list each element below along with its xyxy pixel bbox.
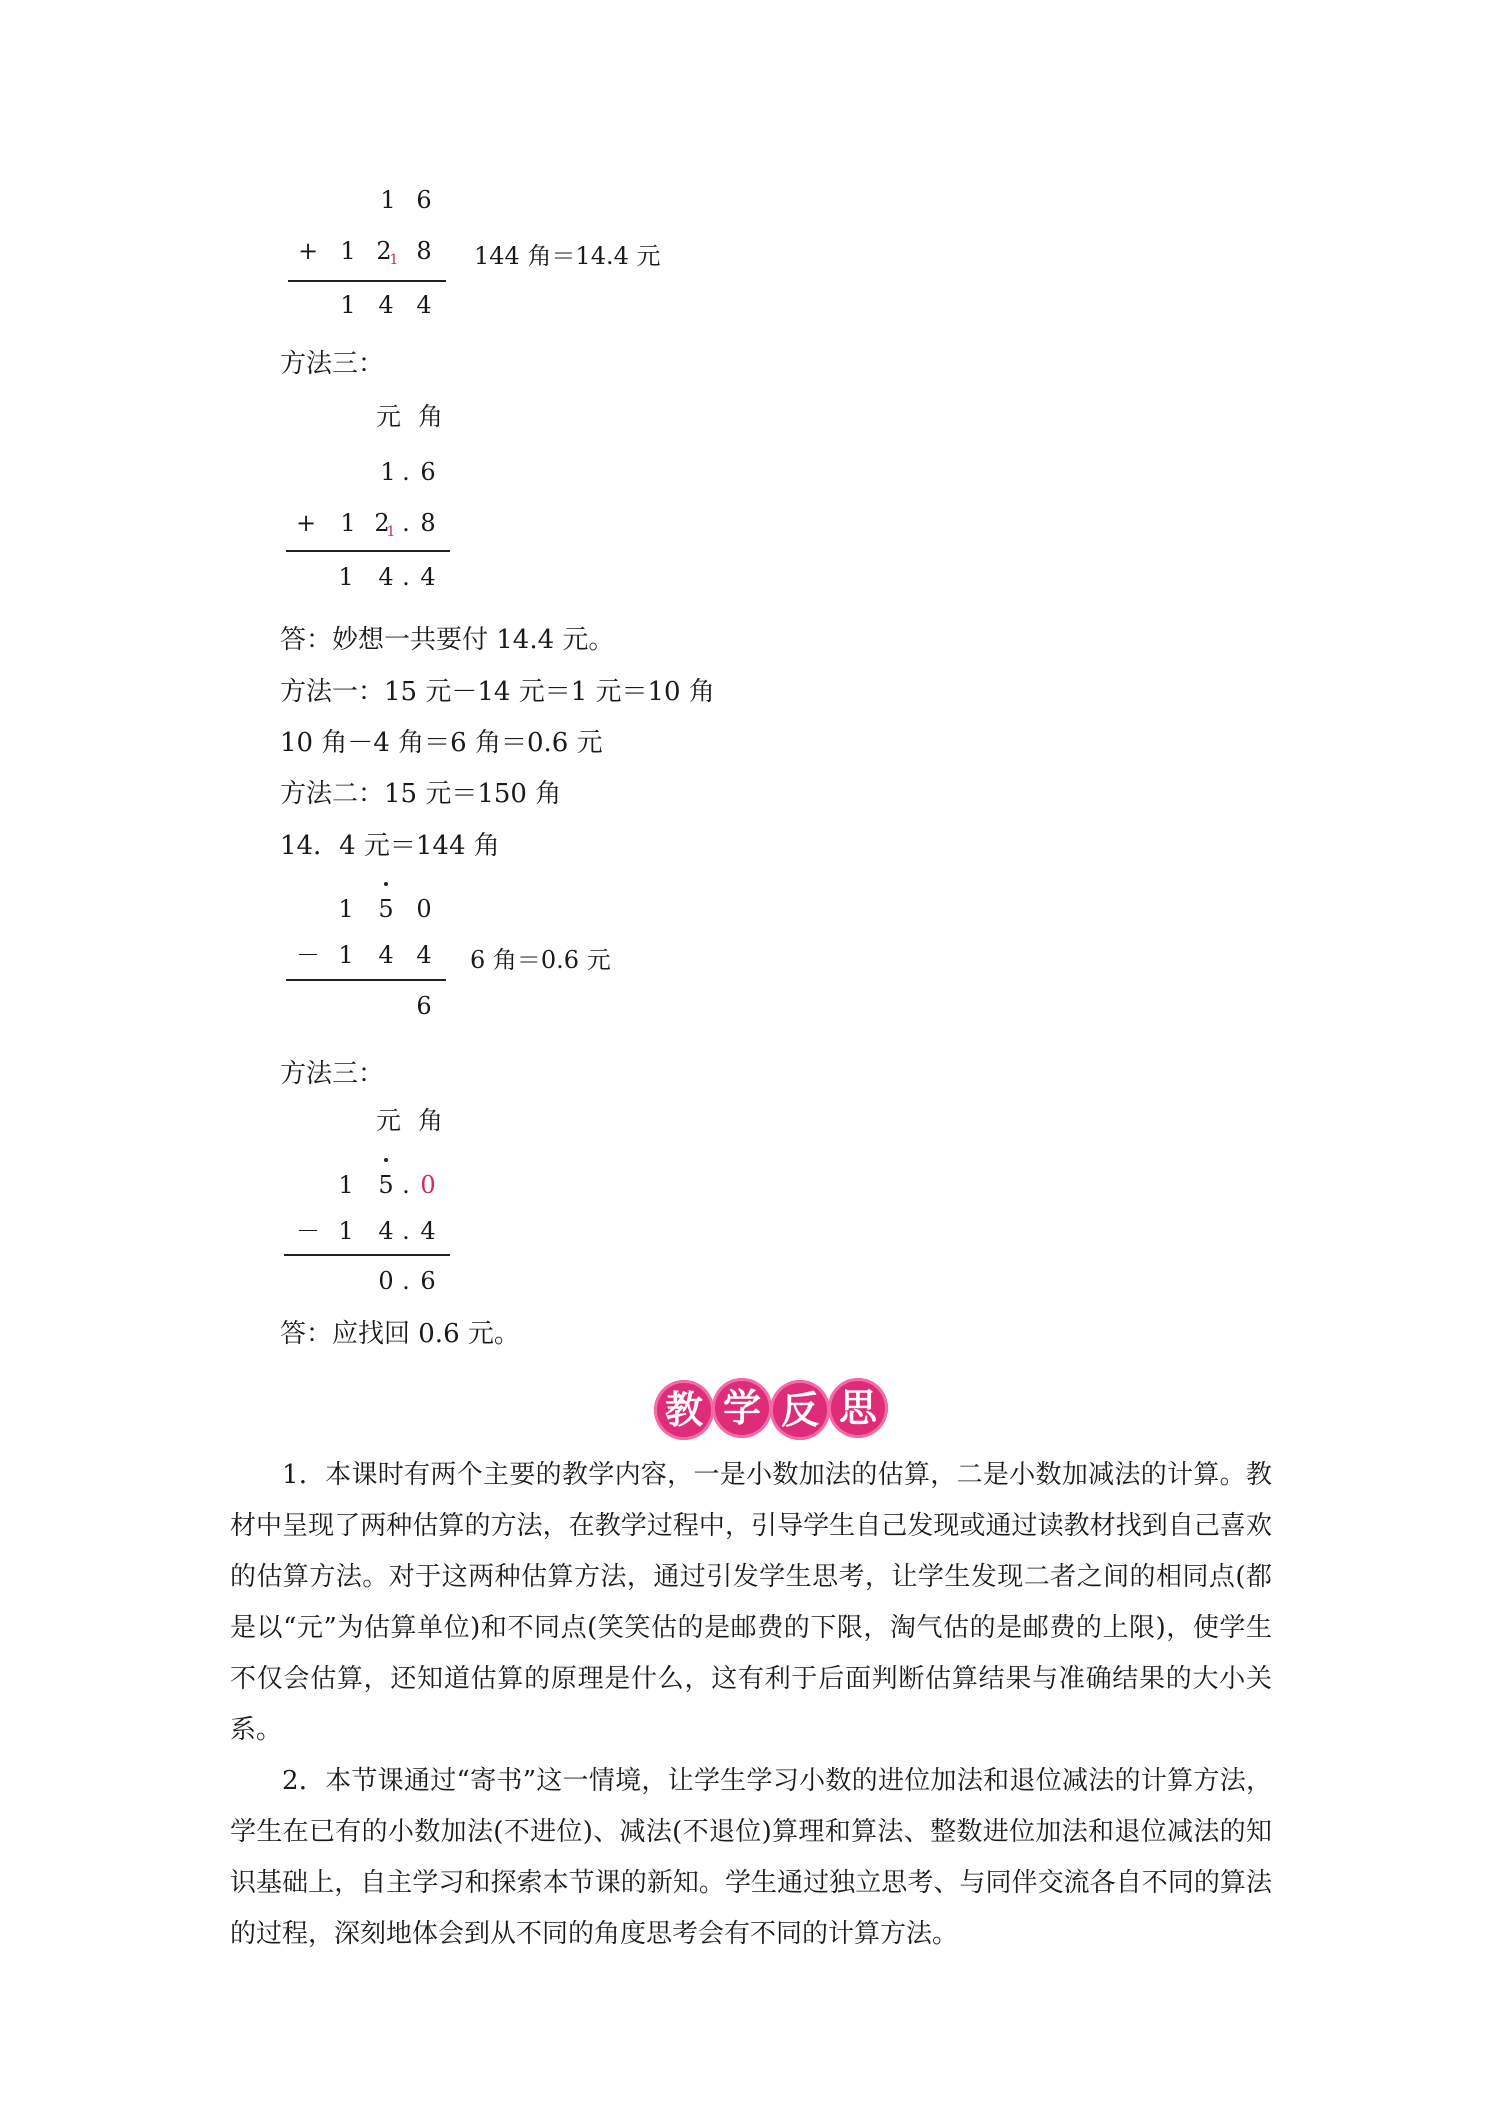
answer-line: 答：应找回 0.6 元。: [280, 1319, 520, 1349]
method-line: 方法二：15 元＝150 角: [280, 779, 562, 809]
decimal-point: .: [402, 563, 410, 591]
decimal-point: .: [402, 1267, 410, 1295]
borrow-dot: [384, 1158, 388, 1162]
sum-rule: [288, 280, 446, 282]
decimal-point: .: [402, 1171, 410, 1199]
digit: 1: [340, 509, 356, 537]
digit: 1: [340, 237, 356, 265]
difference-rule: [286, 979, 446, 981]
heading-char: 教: [654, 1380, 714, 1440]
added-zero: 0: [420, 1171, 436, 1199]
digit: 4: [378, 563, 394, 591]
digit: 4: [420, 1217, 436, 1245]
digit: 2: [376, 237, 392, 265]
sum-rule: [286, 550, 450, 552]
digit: 4: [416, 941, 432, 969]
method-line: 14．4 元＝144 角: [280, 831, 500, 861]
decimal-point: .: [402, 458, 410, 486]
digit: 6: [416, 186, 432, 214]
minus-sign: －: [296, 941, 320, 969]
section-heading-reflection: [654, 1376, 904, 1446]
heading-char: 学: [712, 1378, 772, 1438]
paragraph: 1．本课时有两个主要的教学内容，一是小数加法的估算，二是小数加减法的计算。教材中呈现了两种估算的方法，在教学过程中，引导学生自己发现或通过读教材找到自己喜欢的估算方法。对于这两种估算方法，通过引发学生思考，让学生发现二者之间的相同点(都是以“元”为估算单位)和不同点(笑笑估的是邮费的下限，淘气估的是邮费的上限)，使学生不仅会估算，还知道估算的原理是什么，这有利于后面判断估算结果与准确结果的大小关系。: [230, 1460, 1272, 1745]
unit-yuan: 元: [376, 402, 402, 431]
digit: 4: [416, 291, 432, 319]
method-label: 方法三：: [280, 1059, 385, 1089]
digit: 5: [378, 1171, 394, 1199]
digit: 4: [378, 291, 394, 319]
digit: 0: [416, 895, 432, 923]
unit-jiao: 角: [418, 1106, 444, 1135]
digit: 1: [338, 1217, 354, 1245]
borrow-dot: [384, 882, 388, 886]
paragraph: 2．本节课通过“寄书”这一情境，让学生学习小数的进位加法和退位减法的计算方法，学生在已有的小数加法(不进位)、减法(不退位)算理和算法、整数进位加法和退位减法的知识基础上，自主学习和探索本节课的新知。学生通过独立思考、与同伴交流各自不同的算法的过程，深刻地体会到从不同的角度思考会有不同的计算方法。: [230, 1766, 1272, 1949]
digit: 6: [420, 458, 436, 486]
digit: 2: [374, 509, 390, 537]
conversion-note: 144 角＝14.4 元: [474, 242, 661, 270]
reflection-text: [230, 1450, 1272, 1960]
digit: 8: [420, 509, 436, 537]
method-line: 10 角－4 角＝6 角＝0.6 元: [280, 728, 603, 758]
digit: 1: [338, 941, 354, 969]
conversion-note: 6 角＝0.6 元: [470, 946, 611, 974]
digit: 4: [378, 1217, 394, 1245]
digit: 1: [338, 563, 354, 591]
difference-rule: [284, 1254, 450, 1256]
plus-sign: +: [298, 237, 319, 265]
plus-sign: +: [296, 509, 317, 537]
digit: 4: [378, 941, 394, 969]
digit: 5: [378, 895, 394, 923]
decimal-point: .: [402, 509, 410, 537]
carry-mark: 1: [386, 524, 396, 540]
carry-mark: 1: [389, 252, 399, 268]
method-line: 方法一：15 元－14 元＝1 元＝10 角: [280, 677, 715, 707]
digit: 0: [378, 1267, 394, 1295]
minus-sign: －: [296, 1217, 320, 1245]
unit-jiao: 角: [418, 402, 444, 431]
digit: 6: [420, 1267, 436, 1295]
decimal-point: .: [402, 1217, 410, 1245]
digit: 6: [416, 992, 432, 1020]
method-label: 方法三：: [280, 349, 385, 379]
answer-line: 答：妙想一共要付 14.4 元。: [280, 625, 615, 655]
digit: 1: [380, 186, 396, 214]
heading-char: 反: [770, 1380, 830, 1440]
heading-char: 思: [828, 1378, 888, 1438]
digit: 1: [380, 458, 396, 486]
digit: 8: [416, 237, 432, 265]
digit: 4: [420, 563, 436, 591]
unit-yuan: 元: [376, 1106, 402, 1135]
digit: 1: [340, 291, 356, 319]
digit: 1: [338, 1171, 354, 1199]
digit: 1: [338, 895, 354, 923]
